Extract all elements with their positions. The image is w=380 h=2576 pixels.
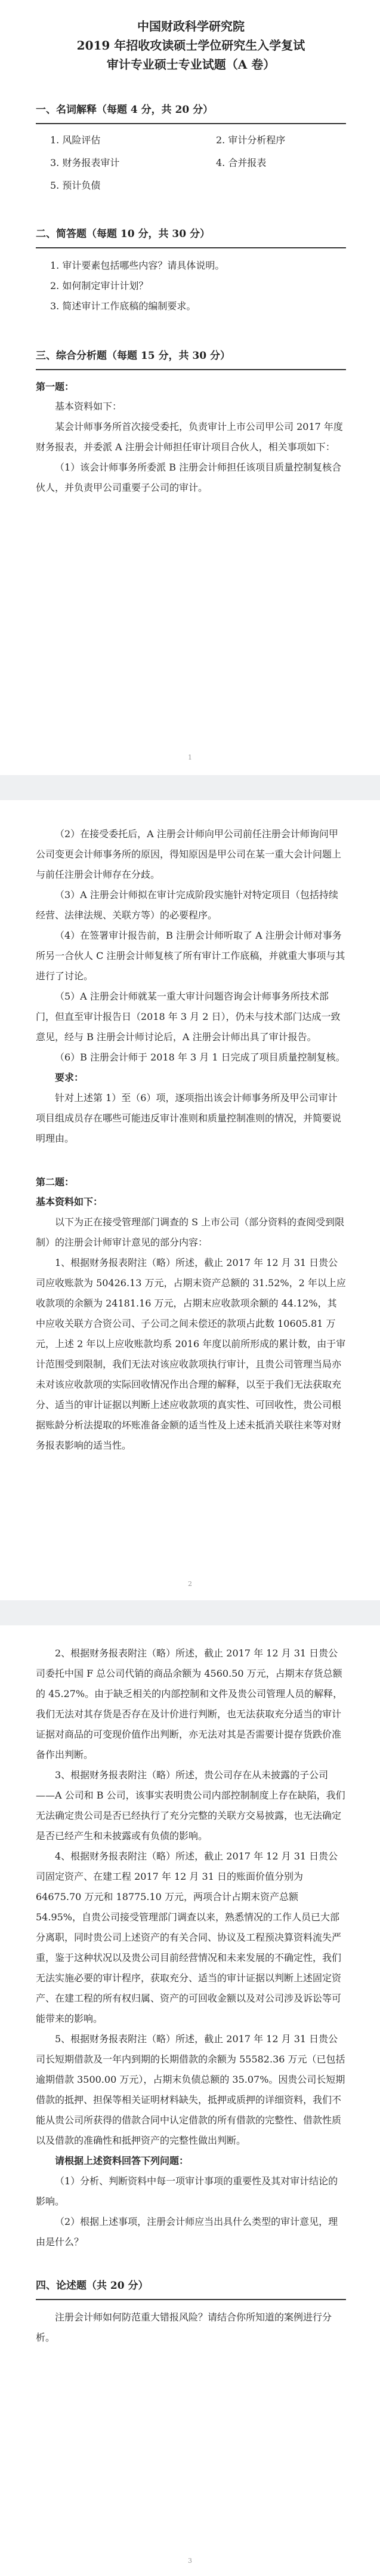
case-item: 4、根据财务报表附注（略）所述，截止 2017 年 12 月 31 日贵公司固定资产、在建工程 2017 年 12 月 31 日的账面价值分别为 64675.70 万元和 18775.10 万元，两项合计占期末资产总额 54.95%，自贵公司接受管理部门调查以来，熟悉情况的工作人员已大部分离职，同时贵公司上述资产的有关合同、协议及工程预决算资料流失严重，鉴于这种状况以及贵公司目前经营情况和未来发展的不确定性，我们无法实施必要的审计程序，获取充分、适当的审计证据以判断上述固定资产、在建工程的所有权归属、资产的可回收金额以及对公司涉及诉讼等可能带来的影响。	[36, 1850, 342, 2024]
divider-line	[36, 123, 346, 124]
case-item: （1）该会计师事务所委派 B 注册会计师担任该项目质量控制复核合伙人，并负责甲公司重要子公司的审计。	[36, 462, 342, 493]
page-2	[0, 800, 380, 1600]
case-item: （4）在签署审计报告前，B 注册会计师听取了 A 注册会计师对事务所另一合伙人 C 注册会计师复核了所有审计工作底稿，并就重大事项与其进行了讨论。	[36, 930, 345, 982]
short-answer-item: 2. 如何制定审计计划？	[50, 280, 149, 291]
institution-title: 中国财政科学研究院	[137, 19, 245, 33]
section-4-heading: 四、论述题（共 20 分）	[36, 2280, 149, 2292]
question-1-title: 第一题：	[36, 381, 75, 392]
divider-line	[36, 2299, 346, 2300]
term-item: 1. 风险评估	[50, 134, 101, 146]
case-intro: 某会计师事务所首次接受委托，负责审计上市公司甲公司 2017 年度财务报表，并委派 A 注册会计师担任审计项目合伙人，相关事项如下：	[36, 421, 343, 453]
paper-title: 审计专业硕士专业试题（A 卷）	[106, 57, 276, 72]
essay-question: 注册会计师如何防范重大错报风险？请结合你所知道的案例进行分析。	[36, 2311, 332, 2343]
case-item-start: 1、根据财务报表附注（略）所述，截止 2017 年 12 月 31 日贵公司应收账款为 50426.13 万元，占期末资产总额的 31.52%，2 年以上应收款项的余额为 24181.16 万元，占期末应收款项余额的 44.12%，其中应收关联方合资公司、子公司之间未偿还的款项占此数 10605.81 万元，上述 2 年以上应收账款均系 2016 年度以前所形成的累计数，由于审计范围受到限制，我们无法对该应收款项执行审计，且贵公司管理当局亦未对该应收款项的实际回收情况作出合理的解释，以至于我们无法获取充分、适当的审计证据以判断上述应收款项的真实性、可回收性，贵公司根据账龄分析法提取的坏账准备金额的适当性及上述未抵消关联往来等对财务报表影响的适当性。	[36, 1257, 346, 1451]
page-number: 1	[188, 754, 192, 761]
case-item: 3、根据财务报表附注（略）所述，贵公司存在从未披露的子公司——A 公司和 B 公司，该事实表明贵公司内部控制制度上存在缺陷，我们无法确定贵公司是否已经执行了充分完整的关联方交易披露，也无法确定是否已经产生和未披露或有负债的影响。	[36, 1769, 345, 1842]
page-number: 3	[188, 2557, 192, 2565]
case-item: （3）A 注册会计师拟在审计完成阶段实施针对特定项目（包括持续经营、法律法规、关联方等）的必要程序。	[36, 889, 338, 921]
page-gap	[0, 775, 380, 800]
case-item	[36, 1253, 346, 1451]
requirement-text: 针对上述第 1）至（6）项，逐项指出该会计师事务所及甲公司审计项目组成员存在哪些可能违反审计准则和质量控制准则的情况，并简要说明理由。	[36, 1092, 342, 1144]
short-answer-item: 1. 审计要素包括哪些内容？请具体说明。	[50, 260, 225, 271]
divider-line	[36, 247, 346, 248]
term-list	[50, 131, 346, 195]
requirement-item: （2）根据上述事项，注册会计师应当出具什么类型的审计意见，理由是什么？	[36, 2216, 338, 2248]
question-2-title: 第二题：	[36, 1176, 75, 1188]
page-3	[0, 1625, 380, 2576]
section-3-heading: 三、综合分析题（每题 15 分，共 30 分）	[36, 350, 230, 362]
case-item: （2）在接受委托后，A 注册会计师向甲公司前任注册会计师询问甲公司变更会计师事务所的原因，得知原因是甲公司在某一重大会计问题上与前任注册会计师存在分歧。	[36, 828, 342, 880]
term-item: 5. 预计负债	[50, 180, 101, 191]
term-item: 3. 财务报表审计	[50, 157, 120, 168]
section-1-heading: 一、名词解释（每题 4 分，共 20 分）	[36, 104, 214, 116]
requirement-label: 要求：	[55, 1072, 84, 1083]
case-item: （6）B 注册会计师于 2018 年 3 月 1 日完成了项目质量控制复核。	[55, 1052, 345, 1063]
requirements-label: 请根据上述资料回答下列问题：	[55, 2155, 189, 2166]
case-intro: 以下为正在接受管理部门调查的 S 上市公司（部分资料的查阅受到限制）的注册会计师审计意见的部分内容：	[36, 1216, 345, 1248]
divider-line	[36, 369, 346, 370]
term-item: 2. 审计分析程序	[216, 134, 286, 146]
case-item: 5、根据财务报表附注（略）所述，截止 2017 年 12 月 31 日贵公司长短期借款及一年内到期的长期借款的余额为 55582.36 万元（已包括逾期借款 3500.00 万元），占期末负债总额的 35.07%。因贵公司长短期借款的抵押、担保等相关证明材料缺失，抵押或质押的详细资料，我们不能从贵公司所获得的借款合同中认定借款的所有借款的完整性、借款性质以及借款的准确性和抵押资产的完整性做出判断。	[36, 2033, 345, 2146]
material-label: 基本资料如下：	[36, 1196, 103, 1207]
requirement-item: （1）分析、判断资料中每一项审计事项的重要性及其对审计结论的影响。	[36, 2175, 338, 2207]
short-answer-item: 3. 简述审计工作底稿的编制要求。	[50, 300, 196, 312]
page-gap	[0, 1600, 380, 1625]
page-number: 2	[188, 1580, 192, 1588]
term-item: 4. 合并报表	[216, 157, 267, 168]
case-item: （5）A 注册会计师就某一重大审计问题咨询会计师事务所技术部门，但直至审计报告日（2018 年 3 月 2 日），仍未与技术部门达成一致意见，经与 B 注册会计师讨论后，A 注册会计师出具了审计报告。	[36, 991, 341, 1043]
case-item: 2、根据财务报表附注（略）所述，截止 2017 年 12 月 31 日贵公司委托中国 F 总公司代销的商品余额为 4560.50 万元，占期末存货总额的 45.27%。由于缺乏相关的内部控制和文件及贵公司管理人员的解释，我们无法对其存货是否存在及计价进行判断，也无法获取充分适当的审计证据对商品的可变现价值作出判断，亦无法对其是否需要计提存货跌价准备作出判断。	[36, 1647, 343, 1760]
short-answer-list	[50, 256, 346, 316]
page-1	[0, 0, 380, 775]
material-label: 基本资料如下：	[55, 401, 122, 412]
section-2-heading: 二、简答题（每题 10 分，共 30 分）	[36, 228, 210, 240]
exam-title: 2019 年招收攻读硕士学位研究生入学复试	[76, 38, 305, 53]
